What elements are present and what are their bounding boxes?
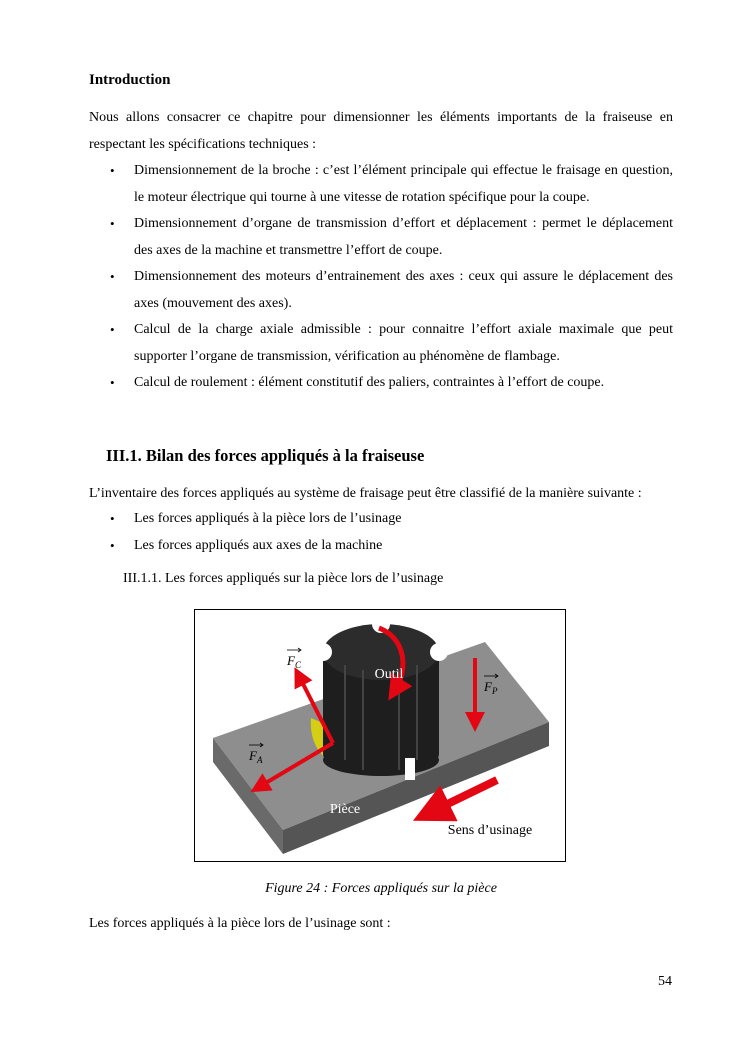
svg-text:F: F [484,679,492,694]
direction-label: Sens d’usinage [447,823,533,838]
figure-forces [194,609,566,862]
svg-text:P: P [492,686,498,696]
svg-text:C: C [295,660,302,670]
svg-text:F: F [287,653,295,668]
part-label: Pièce [329,802,361,817]
svg-text:F: F [249,748,257,763]
svg-text:A: A [257,755,263,765]
milling-tool-icon [314,615,448,780]
figure-caption: Figure 24 : Forces appliqués sur la pièce [265,881,497,896]
list-item: • Calcul de la charge axiale admissible : pour connaitre l’effort axiale maximale que peut supporter l’organe de transmission, vérification au phénomène de flambage. [89,317,673,370]
list-item: • Dimensionnement d’organe de transmission d’effort et déplacement : permet le déplacement des axes de la machine et transmettre l’effort de coupe. [89,211,673,264]
list-item: • Les forces appliqués aux axes de la machine [89,533,673,560]
closing-paragraph: Les forces appliqués à la pièce lors de l’usinage sont : [89,916,391,931]
section-paragraph: L’inventaire des forces appliqués au système de fraisage peut être classifié de la manière suivante : [89,486,642,501]
list-item: • Dimensionnement de la broche : c’est l’élément principale qui effectue le fraisage en question, le moteur électrique qui tourne à une vitesse de rotation spécifique pour la coupe. [89,158,673,211]
list-item: • Dimensionnement des moteurs d’entrainement des axes : ceux qui assure le déplacement des axes (mouvement des axes). [89,264,673,317]
list-item: • Calcul de roulement : élément constitutif des paliers, contraintes à l’effort de coupe. [89,370,673,397]
list-item: • Les forces appliqués à la pièce lors de l’usinage [89,506,673,533]
page-number: 54 [658,974,672,989]
tool-label: Outil [374,667,404,682]
intro-heading: Introduction [89,72,171,88]
section-heading: III.1. Bilan des forces appliqués à la fraiseuse [106,446,425,465]
intro-bullet-list [89,158,673,397]
force-fc-label [286,648,302,670]
intro-paragraph: Nous allons consacrer ce chapitre pour dimensionner les éléments importants de la fraiseuse en respectant les spécifications techniques : [89,110,673,152]
subsection-heading: III.1.1. Les forces appliqués sur la pièce lors de l’usinage [123,571,444,586]
section-bullet-list [89,506,673,559]
